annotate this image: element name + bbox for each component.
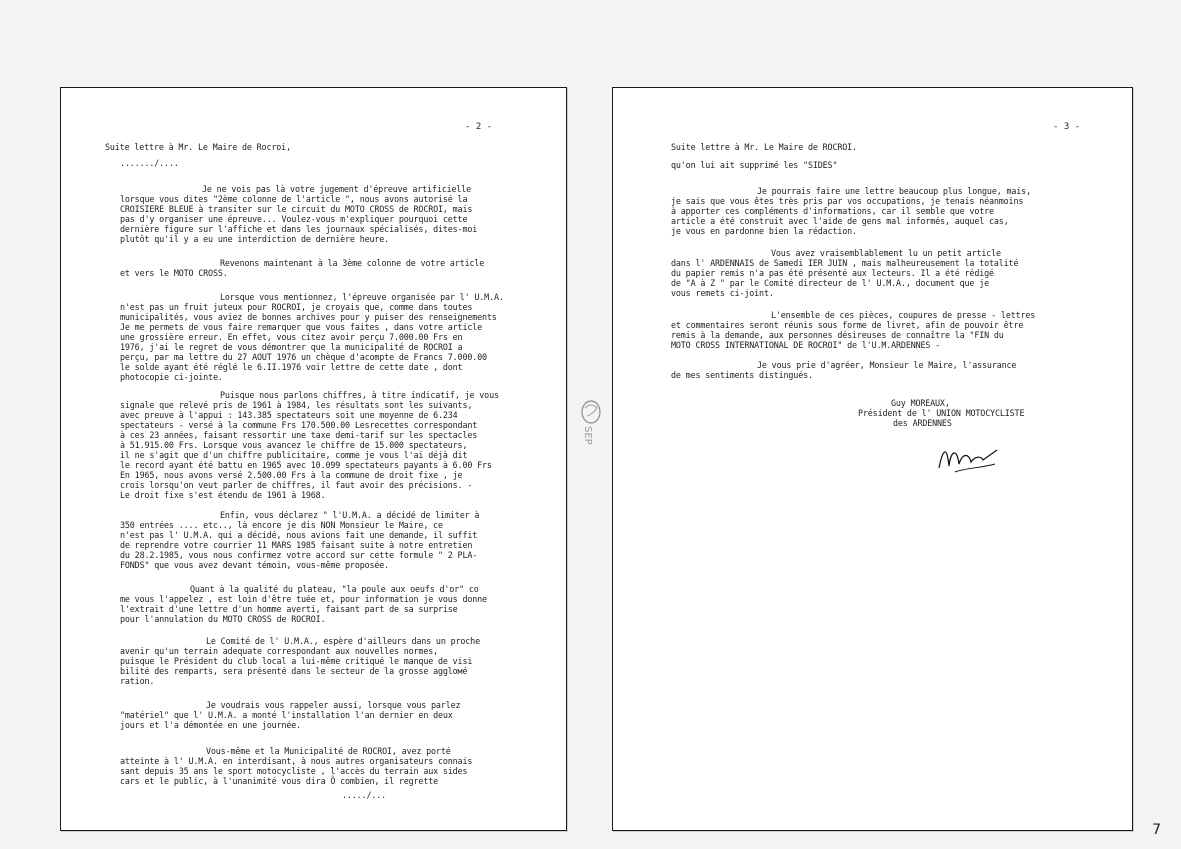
letter-text-line: vous remets ci-joint.	[671, 288, 774, 298]
letter-text-line: Revenons maintenant à la 3ème colonne de votre article	[220, 258, 485, 268]
letter-text-line: me vous l'appelez , est loin d'être tuée et, pour information je vous donne	[120, 594, 487, 604]
scan-page-number: 7	[1152, 822, 1161, 838]
letter-text-line: pas d'y organiser une épreuve... Voulez-vous m'expliquer pourquoi cette	[120, 214, 468, 224]
binding-stamp-icon	[573, 398, 609, 452]
letter-text-line: Suite lettre à Mr. Le Maire de ROCROI.	[671, 142, 857, 152]
letter-text-line: de "A à Z " par le Comité directeur de l' U.M.A., document que je	[671, 278, 989, 288]
letter-text-line: une grossière erreur. En effet, vous citez avoir perçu 7.000.00 Frs en	[120, 332, 463, 342]
letter-text-line: jours et l'a démontée en une journée.	[120, 720, 302, 730]
letter-text-line: Lorsque vous mentionnez, l'épreuve organisée par l' U.M.A.	[220, 292, 504, 302]
letter-text-line: bilité des remparts, sera présenté dans le secteur de la grosse aggloмé	[120, 666, 468, 676]
letter-text-line: CROISIERE BLEUE à transiter sur le circuit du MOTO CROSS de ROCROI, mais	[120, 204, 473, 214]
letter-text-line: le solde ayant été réglé le 6.II.1976 voir lettre de cette date , dont	[120, 362, 463, 372]
letter-page-3	[612, 87, 1133, 831]
svg-text:SEP: SEP	[582, 426, 593, 445]
letter-text-line: pour l'annulation du MOTO CROSS de ROCROI.	[120, 614, 326, 624]
letter-text-line: à 51.915.00 Frs. Lorsque vous avancez le chiffre de 15.000 spectateurs,	[120, 440, 468, 450]
letter-text-line: signale que relevé pris de 1961 à 1984, les résultats sont les suivants,	[120, 400, 473, 410]
letter-text-line: Vous avez vraisemblablement lu un petit article	[771, 248, 1001, 258]
letter-text-line: lorsque vous dites "2ème colonne de l'article ", nous avons autorisé la	[120, 194, 468, 204]
letter-text-line: article a été construit avec l'aide de gens mal informés, auquel cas,	[671, 216, 1009, 226]
letter-text-line: Je me permets de vous faire remarquer que vous faites , dans votre article	[120, 322, 483, 332]
letter-text-line: je vous en pardonne bien la rédaction.	[671, 226, 857, 236]
letter-text-line: "matériel" que l' U.M.A. a monté l'installation l'an dernier en deux	[120, 710, 453, 720]
letter-text-line: et vers le MOTO CROSS.	[120, 268, 228, 278]
letter-text-line: FONDS" que vous avez devant témoin, vous-même proposée.	[120, 560, 390, 570]
letter-text-line: des ARDENNES	[893, 418, 952, 428]
letter-text-line: du 28.2.1985, vous nous confirmez votre accord sur cette formule " 2 PLA-	[120, 550, 478, 560]
letter-text-line: MOTO CROSS INTERNATIONAL DE ROCROI" de l'U.M.ARDENNES -	[671, 340, 941, 350]
letter-text-line: plutôt qu'il y a eu une interdiction de dernière heure.	[120, 234, 390, 244]
letter-text-line: puisque le Président du club local a lui-même critiqué le manque de visi	[120, 656, 473, 666]
letter-text-line: sant depuis 35 ans le sport motocycliste , l'accès du terrain aux sides	[120, 766, 468, 776]
letter-text-line: Quant à la qualité du plateau, "la poule aux oeufs d'or" co	[190, 584, 479, 594]
letter-text-line: Suite lettre à Mr. Le Maire de Rocroi,	[105, 142, 291, 152]
letter-text-line: à apporter ces compléments d'informations, car il semble que votre	[671, 206, 994, 216]
letter-text-line: ration.	[120, 676, 155, 686]
letter-text-line: il ne s'agit que d'un chiffre publicitaire, comme je vous l'ai déjà dit	[120, 450, 468, 460]
letter-page-2	[60, 87, 567, 831]
page-number: - 2 -	[465, 122, 493, 132]
letter-text-line: Je voudrais vous rappeler aussi, lorsque vous parlez	[206, 700, 461, 710]
letter-text-line: Vous-même et la Municipalité de ROCROI, avez porté	[206, 746, 451, 756]
letter-text-line: Président de l' UNION MOTOCYCLISTE	[858, 408, 1025, 418]
letter-text-line: à ces 23 années, faisant ressortir une taxe demi-tarif sur les spectacles	[120, 430, 478, 440]
letter-text-line: Puisque nous parlons chiffres, à titre indicatif, je vous	[220, 390, 499, 400]
letter-text-line: Je vous prie d'agréer, Monsieur le Maire, l'assurance	[757, 360, 1017, 370]
letter-text-line: remis à la demande, aux personnes désireuses de connaître la "FIN du	[671, 330, 1004, 340]
letter-text-line: dans l' ARDENNAIS de Samedi IER JUIN , mais malheureusement la totalité	[671, 258, 1019, 268]
letter-text-line: Enfin, vous déclarez " l'U.M.A. a décidé de limiter à	[220, 510, 480, 520]
letter-text-line: Je pourrais faire une lettre beaucoup plus longue, mais,	[757, 186, 1031, 196]
letter-text-line: ...../...	[342, 790, 387, 800]
letter-text-line: ......./....	[120, 158, 179, 168]
letter-text-line: 1976, j'ai le regret de vous démontrer que la municipalité de ROCROI a	[120, 342, 463, 352]
letter-text-line: Le Comité de l' U.M.A., espère d'ailleurs dans un proche	[206, 636, 480, 646]
letter-text-line: 350 entrées .... etc.., là encore je dis NON Monsieur le Maire, ce	[120, 520, 443, 530]
letter-text-line: dernière figure sur l'affiche et dans les journaux spécialisés, dites-moi	[120, 224, 478, 234]
letter-text-line: qu'on lui ait supprimé les "SIDES"	[671, 160, 838, 170]
letter-text-line: l'extrait d'une lettre d'un homme averti, faisant part de sa surprise	[120, 604, 458, 614]
letter-text-line: n'est pas l' U.M.A. qui a décidé, nous avions fait une demande, il suffit	[120, 530, 478, 540]
letter-text-line: L'ensemble de ces pièces, coupures de presse - lettres	[771, 310, 1036, 320]
letter-text-line: crois lorsqu'on veut parler de chiffres, il faut avoir des précisions. -	[120, 480, 473, 490]
letter-text-line: En 1965, nous avons versé 2.500.00 Frs à la commune de droit fixe , je	[120, 470, 463, 480]
letter-text-line: Le droit fixe s'est étendu de 1961 à 1968.	[120, 490, 326, 500]
letter-text-line: municipalités, vous aviez de bonnes archives pour y puiser des renseignements	[120, 312, 497, 322]
letter-text-line: le record ayant été battu en 1965 avec 10.099 spectateurs payants à 6.00 Frs	[120, 460, 492, 470]
letter-text-line: de reprendre votre courrier 11 MARS 1985 faisant suite à notre entretien	[120, 540, 473, 550]
letter-text-line: atteinte à l' U.M.A. en interdisant, à nous autres organisateurs connais	[120, 756, 473, 766]
letter-text-line: et commentaires seront réunis sous forme de livret, afin de pouvoir être	[671, 320, 1024, 330]
letter-text-line: je sais que vous êtes très pris par vos occupations, je tenais néanmoins	[671, 196, 1024, 206]
letter-text-line: du papier remis n'a pas été présenté aux lecteurs. Il a été rédigé	[671, 268, 994, 278]
letter-text-line: de mes sentiments distingués.	[671, 370, 813, 380]
letter-text-line: spectateurs - versé à la commune Frs 170.500.00 Lesrecettes correspondant	[120, 420, 478, 430]
letter-text-line: Je ne vois pas là votre jugement d'épreuve artificielle	[202, 184, 472, 194]
letter-text-line: perçu, par ma lettre du 27 AOUT 1976 un chèque d'acompte de Francs 7.000.00	[120, 352, 487, 362]
letter-text-line: photocopie ci-jointe.	[120, 372, 223, 382]
letter-text-line: avenir qu'un terrain adequate correspondant aux nouvelles normes,	[120, 646, 438, 656]
signature-scribble	[935, 438, 1005, 478]
letter-text-line: Guy MOREAUX,	[891, 398, 950, 408]
letter-text-line: n'est pas un fruit juteux pour ROCROI, je croyais que, comme dans toutes	[120, 302, 473, 312]
letter-text-line: avec preuve à l'appui : 143.385 spectateurs soit une moyenne de 6.234	[120, 410, 458, 420]
letter-text-line: cars et le public, à l'unanimité vous dira Ô combien, il regrette	[120, 776, 438, 786]
page-number: - 3 -	[1053, 122, 1081, 132]
